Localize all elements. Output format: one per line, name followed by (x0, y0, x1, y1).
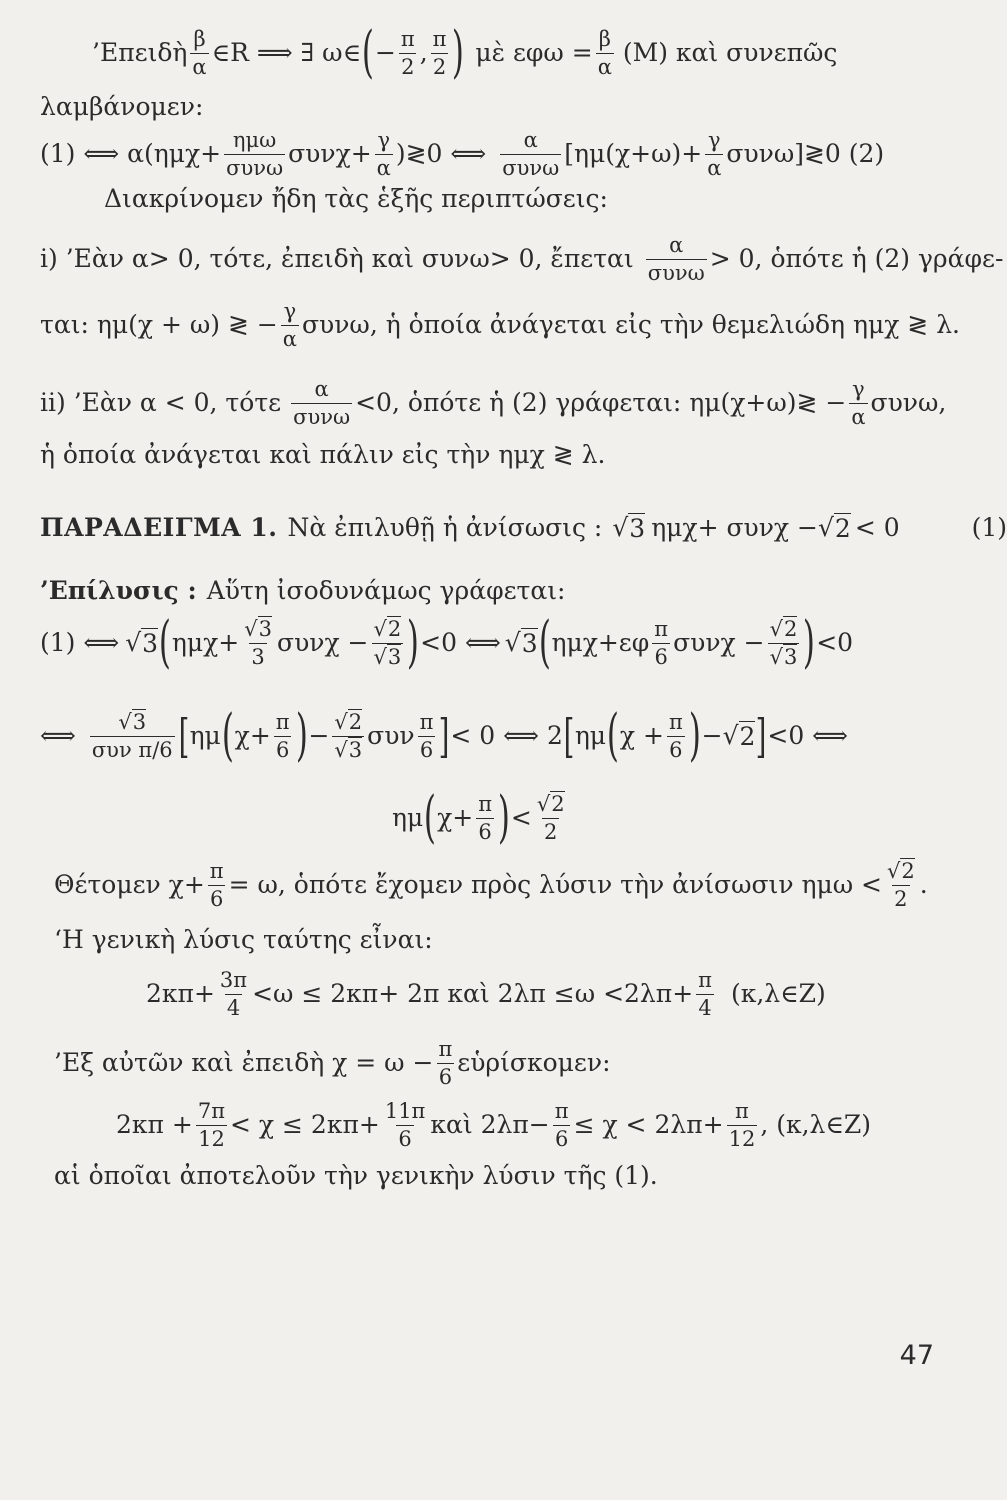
text: Θέτομεν χ+ (54, 870, 205, 899)
text: < 0 ⟺ 2 (450, 721, 563, 750)
paren: ( (606, 703, 619, 768)
text-line (40, 92, 998, 122)
text-line (146, 964, 998, 1024)
paren: ) (688, 703, 701, 768)
text-line (40, 440, 998, 470)
text: = ω, ὁπότε ἔχομεν πρὸς λύσιν τὴν ἀνίσωσιν ημω < (228, 870, 882, 899)
text: i) ’Εὰν α> 0, τότε, ἐπειδὴ καὶ συνω> 0, ἔπεται (40, 244, 634, 273)
fraction: $\frac{\pi}{6}$ (438, 1037, 453, 1089)
text: χ+ (234, 721, 271, 750)
text: συνω, ἡ ὁποία ἀνάγεται εἰς τὴν θεμελιώδη ημχ ≷ λ. (301, 310, 960, 339)
fraction: $\frac{\gamma}{\alpha}$ (376, 128, 391, 180)
text: ται: ημ(χ + ω) ≷ − (40, 310, 278, 339)
text: Νὰ ἐπιλυθῇ ἡ ἀνίσωσις : (287, 513, 603, 542)
fraction: $\frac{\beta}{\alpha}$ (597, 27, 612, 79)
text: ημ (392, 803, 424, 832)
paren: ) (803, 610, 816, 675)
text-line (40, 296, 998, 354)
text-line (116, 1092, 998, 1158)
text-line: (1) ⟺ √ 3 ( ημχ+ $\frac{√3}{3}$ συνχ − $\frac{√2}{√3}$ ) <0 ⟺ √ 3 ( ημχ+εφ $\frac{\pi}{6}$ συνχ − $\frac{√2}{√3}$ ) <0 (40, 610, 854, 675)
text: ημχ+ συνχ − (651, 513, 818, 542)
sqrt-arg: 3 (142, 628, 159, 658)
text: ημχ+ (171, 628, 240, 657)
text-line (54, 1160, 998, 1192)
fraction: $\frac{\pi}{6}$ (275, 710, 290, 762)
paren: ( (361, 20, 375, 85)
fraction: $\frac{\pi}{12}$ (728, 1099, 756, 1151)
text: Αὕτη ἰσοδυνάμως γράφεται: (206, 576, 566, 605)
page-number: 47 (899, 1340, 934, 1371)
fraction: $\frac{\pi}{2}$ (400, 27, 415, 79)
text: )≷0 ⟺ (395, 139, 487, 168)
text: Διακρίνομεν ἤδη τὰς ἑξῆς περιπτώσεις: (104, 184, 608, 213)
text: (Μ) καὶ συνεπῶς (622, 38, 838, 67)
text-line (392, 784, 998, 852)
sqrt-arg: 2 (739, 721, 756, 751)
paren: ) (497, 785, 510, 850)
fraction: $\frac{\pi}{2}$ (432, 27, 447, 79)
sqrt-arg: 2 (834, 513, 851, 543)
text-line (40, 372, 998, 434)
text: ∈R ⟹ ∃ ω∈ (211, 38, 362, 67)
text: ‘Η γενικὴ λύσις ταύτης εἶναι: (54, 925, 433, 954)
fraction: $\frac{\pi}{6}$ (668, 710, 683, 762)
paren: ) (452, 20, 465, 85)
text-line (104, 184, 998, 214)
paren: ( (424, 785, 437, 850)
text: εὑρίσκομεν: (457, 1048, 611, 1077)
text: ’Εξ αὐτῶν καὶ ἐπειδὴ χ = ω − (54, 1048, 434, 1077)
example-heading: ΠΑΡΑΔΕΙΓΜΑ 1. (40, 513, 278, 542)
bracket: [ (563, 709, 575, 763)
fraction: $\frac{\pi}{6}$ (554, 1099, 569, 1151)
fraction: $\frac{\pi}{6}$ (654, 617, 669, 669)
text: ii) ’Εὰν α < 0, τότε (40, 388, 282, 417)
fraction: $\frac{\beta}{\alpha}$ (192, 27, 207, 79)
paren: ) (295, 703, 308, 768)
text: < (510, 803, 532, 832)
bracket: ] (439, 709, 450, 763)
text: <0 (816, 628, 854, 657)
text-line (54, 852, 998, 918)
text: συνχ+ (288, 139, 372, 168)
equation-number: (1) (971, 513, 1007, 542)
fraction: $\frac{\alpha}{\text{συνω}}$ (502, 128, 560, 180)
fraction: $\frac{√2}{2}$ (886, 859, 915, 911)
text: (κ,λ∈Ζ) (730, 979, 826, 1008)
solution-heading: ’Επίλυσις : (40, 576, 197, 605)
text: καὶ 2λπ− (430, 1110, 550, 1139)
text: ⟺ (40, 721, 76, 750)
text: <0 ⟺ (420, 628, 501, 657)
text: <ω ≤ 2κπ+ 2π καὶ 2λπ ≤ω <2λπ+ (252, 979, 694, 1008)
paren: ) (407, 610, 420, 675)
text-line (40, 124, 998, 184)
text: (1) ⟺ α(ημχ+ (40, 139, 222, 168)
text: ημ (189, 721, 221, 750)
text: συνω, (870, 388, 947, 417)
text: χ+ (437, 803, 474, 832)
paren: ( (221, 703, 234, 768)
text: − (701, 721, 723, 750)
text-line: ΠΑΡΑΔΕΙΓΜΑ 1. Νὰ ἐπιλυθῇ ἡ ἀνίσωσις : √ 3 ημχ+ συνχ − √ 2 < 0 (1) (40, 513, 1007, 543)
fraction: $\frac{√2}{√3}$ (769, 617, 798, 669)
fraction: $\frac{\gamma}{\alpha}$ (707, 128, 722, 180)
text: αἱ ὁποῖαι ἀποτελοῦν τὴν γενικὴν λύσιν τῆς (1). (54, 1161, 658, 1190)
fraction: $\frac{\gamma}{\alpha}$ (851, 377, 866, 429)
text: . (919, 870, 928, 899)
paren: ( (538, 610, 551, 675)
text: χ + (619, 721, 664, 750)
text: ≤ χ < 2λπ+ (573, 1110, 724, 1139)
bracket: [ (178, 709, 189, 763)
fraction: $\frac{√2}{√3}$ (373, 617, 402, 669)
fraction: $\frac{√3}{3}$ (244, 617, 272, 669)
text-line (54, 924, 998, 956)
fraction: $\frac{7\pi}{12}$ (197, 1099, 226, 1151)
text: συνχ − (277, 628, 369, 657)
bracket: ] (756, 709, 767, 763)
text-line (54, 1034, 998, 1092)
text-line: ⟺ $\frac{√3}{\text{συν π/6}}$ [ ημ ( χ+ $\frac{\pi}{6}$ ) − $\frac{√2}{√3}$ συν $\frac{\pi}{6}$ ] < 0 ⟺ 2 [ ημ ( χ + $\frac{\pi}{6}$ ) − √ 2 ] <0 ⟺ (40, 703, 849, 768)
text: − (308, 721, 330, 750)
text: ημχ+εφ (551, 628, 650, 657)
text: (1) ⟺ (40, 628, 120, 657)
text: ἡ ὁποία ἀνάγεται καὶ πάλιν εἰς τὴν ημχ ≷ λ. (40, 440, 606, 469)
text: 2κπ + (116, 1110, 193, 1139)
text: , (419, 38, 428, 67)
text-line (40, 574, 998, 608)
text: συν (367, 721, 415, 750)
text: > 0, ὁπότε ἡ (2) γράφε- (709, 244, 1004, 273)
text-line (92, 18, 998, 88)
fraction: $\frac{√3}{\text{συν π/6}}$ (91, 710, 173, 762)
text: μὲ εφω = (475, 38, 593, 67)
text: − (374, 38, 396, 67)
text-line (40, 228, 1004, 290)
sqrt-arg: 3 (521, 628, 538, 658)
fraction: $\frac{\pi}{6}$ (209, 859, 224, 911)
fraction: $\frac{\gamma}{\alpha}$ (282, 299, 297, 351)
text: συνω]≷0 (2) (726, 139, 885, 168)
fraction: $\frac{3\pi}{4}$ (219, 968, 248, 1020)
text: ’Επειδὴ (92, 38, 188, 67)
text: συνχ − (673, 628, 765, 657)
text: < χ ≤ 2κπ+ (230, 1110, 380, 1139)
text: <0 ⟺ (767, 721, 849, 750)
text: ημ (574, 721, 607, 750)
fraction: $\frac{\text{ημω}}{\text{συνω}}$ (226, 128, 284, 180)
text: λαμβάνομεν: (40, 92, 204, 121)
text: <0, ὁπότε ἡ (2) γράφεται: ημ(χ+ω)≷ − (355, 388, 847, 417)
fraction: $\frac{√2}{2}$ (536, 792, 565, 844)
sqrt-arg: 3 (629, 513, 646, 543)
fraction: $\frac{11\pi}{6}$ (384, 1099, 426, 1151)
text: [ημ(χ+ω)+ (564, 139, 703, 168)
fraction: $\frac{\pi}{4}$ (698, 968, 712, 1020)
text: < 0 (854, 513, 900, 542)
fraction: $\frac{\pi}{6}$ (478, 792, 493, 844)
text: 2κπ+ (146, 979, 215, 1008)
fraction: $\frac{\alpha}{\text{συνω}}$ (293, 377, 351, 429)
fraction: $\frac{√2}{√3}$ (334, 710, 363, 762)
fraction: $\frac{\alpha}{\text{συνω}}$ (647, 233, 705, 285)
paren: ( (158, 610, 171, 675)
fraction: $\frac{\pi}{6}$ (419, 710, 434, 762)
text: , (κ,λ∈Ζ) (760, 1110, 872, 1139)
